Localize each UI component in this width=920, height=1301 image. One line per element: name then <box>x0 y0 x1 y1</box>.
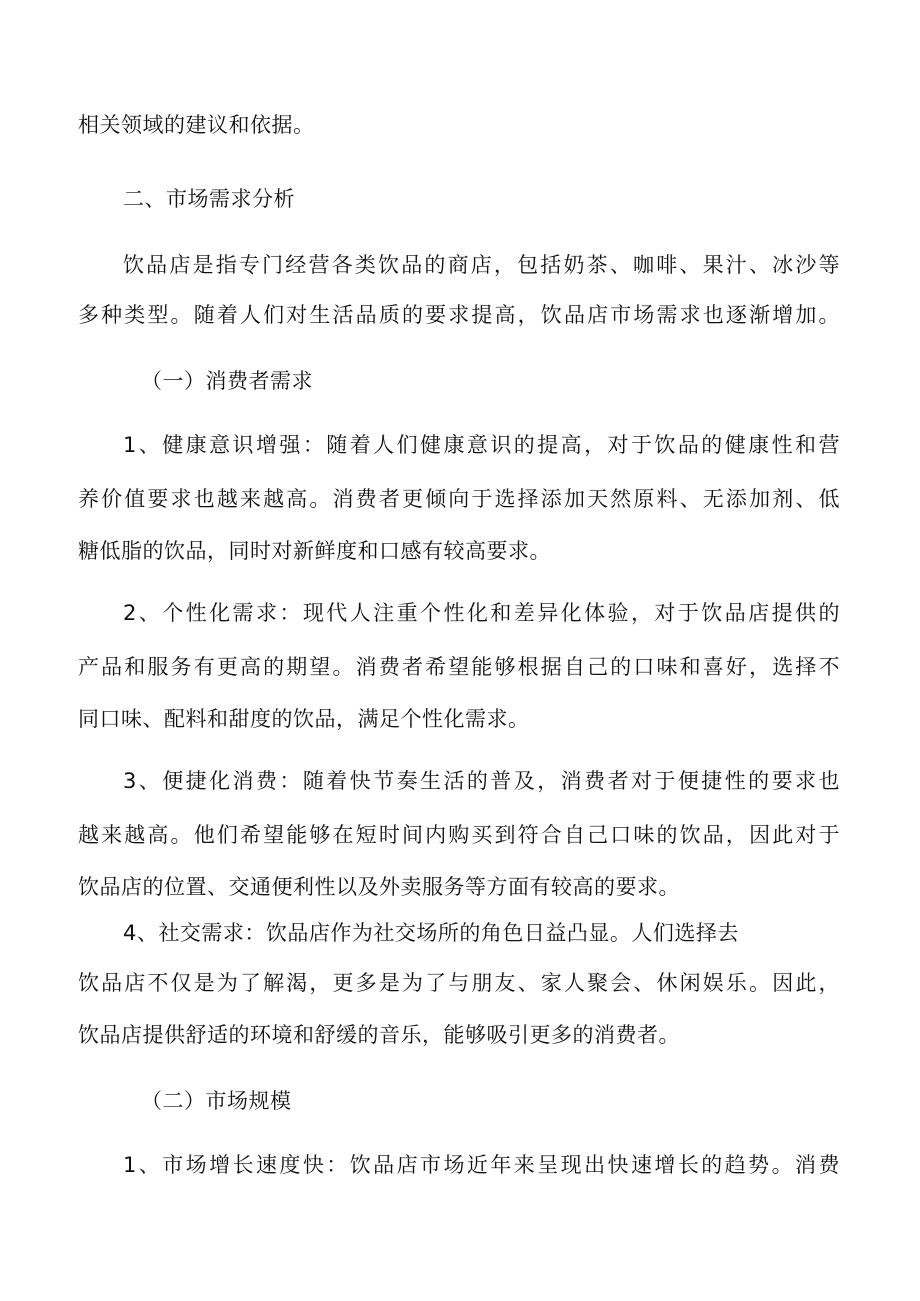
text-line: 3、便捷化消费：随着快节奏生活的普及，消费者对于便捷性的要求也 <box>123 769 840 793</box>
text-line: 产品和服务有更高的期望。消费者希望能够根据自己的口味和喜好，选择不 <box>78 655 840 679</box>
text-line: 1、市场增长速度快：饮品店市场近年来呈现出快速增长的趋势。消费 <box>123 1153 840 1177</box>
text-line: 2、个性化需求：现代人注重个性化和差异化体验，对于饮品店提供的 <box>123 601 840 625</box>
text-line: 多种类型。随着人们对生活品质的要求提高，饮品店市场需求也逐渐增加。 <box>78 303 840 327</box>
text-line: 饮品店提供舒适的环境和舒缓的音乐，能够吸引更多的消费者。 <box>78 1023 680 1047</box>
subsection-heading: （一）消费者需求 <box>141 369 313 393</box>
text-line: 饮品店不仅是为了解渴，更多是为了与朋友、家人聚会、休闲娱乐。因此， <box>78 971 840 995</box>
subsection-heading: （二）市场规模 <box>141 1089 292 1113</box>
section-heading: 二、市场需求分析 <box>123 187 295 211</box>
text-line: 1、健康意识增强：随着人们健康意识的提高，对于饮品的健康性和营 <box>123 433 840 457</box>
text-line: 同口味、配料和甜度的饮品，满足个性化需求。 <box>78 707 530 731</box>
text-line: 糖低脂的饮品，同时对新鲜度和口感有较高要求。 <box>78 539 551 563</box>
text-line: 4、社交需求：饮品店作为社交场所的角色日益凸显。人们选择去 <box>123 921 739 945</box>
text-line: 饮品店的位置、交通便利性以及外卖服务等方面有较高的要求。 <box>78 875 680 899</box>
text-line: 相关领域的建议和依据。 <box>78 113 315 137</box>
text-line: 饮品店是指专门经营各类饮品的商店，包括奶茶、咖啡、果汁、冰沙等 <box>123 253 840 277</box>
text-line: 越来越高。他们希望能够在短时间内购买到符合自己口味的饮品，因此对于 <box>78 823 840 847</box>
text-line: 养价值要求也越来越高。消费者更倾向于选择添加天然原料、无添加剂、低 <box>78 487 840 511</box>
